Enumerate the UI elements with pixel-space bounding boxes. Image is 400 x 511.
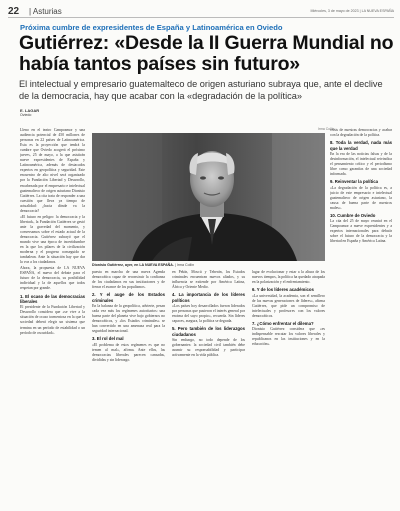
article-deck: El intelectual y empresario guatemalteco de origen asturiano subraya que, ante el declive de la democracia, hay que acabar con la «degradación de la política» — [19, 79, 383, 101]
subheading: 1. El ocaso de las democracias liberales — [20, 293, 85, 304]
caption-credit: | Irma Collín — [174, 263, 195, 267]
paragraph: crisis de nuestras democracias y acabar con la degradación de la política. — [330, 128, 392, 138]
subheading: 5. Pero también de los liderazgos ciudadanos — [172, 326, 245, 337]
photo-credit: Irma Collín — [318, 127, 335, 131]
subheading: 4. La importancia de los líderes políticos — [172, 292, 245, 303]
subheading: 10. Cumbre de Oviedo — [330, 212, 376, 218]
subheading: 7. ¿Cómo enfrentar el dilema? — [252, 320, 314, 326]
page-number: 22 — [8, 6, 20, 17]
paragraph: Sin embargo, no todo depende de los gobernantes: la sociedad civil también debe asumir su responsabilidad y participar activamente en la vida pública. — [172, 338, 245, 358]
subheading: 3. El rol del mal — [92, 336, 124, 342]
subheading: 9. Reinventar la política — [330, 179, 378, 185]
article-column-1 — [20, 128, 85, 506]
paragraph: lugar de evolucionar y estar a la altura de los nuevos tiempos, la política ha quedado atrapada en la polarización y el enfrentamiento. — [252, 270, 325, 285]
subheading: 2. Y el auge de los Estados criminales — [92, 292, 165, 303]
portrait-photo — [92, 133, 325, 261]
paragraph: La cita del 25 de mayo reunirá en el Campoamor a nueve expresidentes y a expertos internacionales para debatir sobre el futuro de la democracia y la libertad en España y América Latina. — [330, 219, 392, 244]
paragraph: «Los países hoy desarrollados fueron liderados por personas que pusieron el interés general por encima del suyo propio», recuerda. Sin líderes capaces, asegura, la política se degrada. — [172, 304, 245, 324]
article-column-5 — [330, 128, 392, 506]
article-photo — [92, 133, 325, 261]
page-header — [8, 6, 394, 18]
paragraph: en Pekín, Moscú y Teherán, los Estados criminales encuentran nuevos aliados, y su influencia se extiende por América Latina, África y Oriente Medio. — [172, 270, 245, 290]
paragraph: «El problema de estos regímenes es que no temen al mal», afirma. Ante ellos, las democracias liberales parecen cansadas, divididas y sin liderazgo. — [92, 342, 165, 362]
photo-caption — [92, 263, 325, 267]
caption-text: Dionisio Gutiérrez, ayer, en LA NUEVA ESPAÑA. — [92, 263, 174, 267]
author-name: E. LAGAR — [20, 108, 40, 113]
dateline: Miércoles, 3 de mayo de 2023 | LA NUEVA ESPAÑA — [310, 9, 394, 13]
article-headline: Gutiérrez: «Desde la II Guerra Mundial no había tantos países sin futuro» — [19, 32, 394, 75]
paragraph: En la balanza de la geopolítica, advierte, pesan cada vez más los regímenes autoritarios: una buena parte del planeta vive bajo gobiernos no democráticos, y «los Estados criminales» se han convertido en una amenaza real para la seguridad internacional. — [92, 304, 165, 334]
paragraph: Ahora, la propuesta de LA NUEVA ESPAÑA, el nuevo del debate para el futuro de la democracia, su posibilidad individual y la de aquellos que todos respetan por grande. — [20, 266, 85, 291]
article-column-3 — [172, 270, 245, 506]
section-name: | Asturias — [29, 7, 62, 16]
paragraph: «La degradación de la política es, a juicio de este empresario e intelectual guatemalteco de origen asturiano, la causa de buena parte de nuestros males». — [330, 185, 392, 210]
subheading: 6. Y de los líderes académicos — [252, 287, 314, 293]
author-byline — [20, 108, 39, 117]
paragraph: En la era de las noticias falsas y de la desinformación, el intelectual reivindica el pensamiento crítico y el periodismo libre como garantías de una sociedad informada. — [330, 151, 392, 177]
paragraph: puesta en marcha de una nueva Agenda democrática capaz de reconstruir la confianza de los ciudadanos en sus instituciones y de frenar el avance de los populismos. — [92, 270, 165, 290]
article-column-2 — [92, 270, 165, 506]
paragraph: El presidente de la Fundación Libertad y Desarrollo considera que «se vive a la situación de ocaso tormentosa en la que la sociedad deberá elegir un sistema que termina en un período de estabilidad o un período de oscuridad». — [20, 305, 85, 335]
article-kicker: Próxima cumbre de expresidentes de España y Latinoamérica en Oviedo — [20, 23, 283, 32]
paragraph: «La universidad, la academia, son el semillero de las nuevas generaciones de líderes», afirma Gutiérrez, que pide un compromiso de intelectuales y profesores con los valores democráticos. — [252, 293, 325, 318]
paragraph: «El futuro en peligro: la democracia y la libertad», la Fundación Gutiérrez se gestó ante la gravedad del momento, y conversamos sobre el estado actual de la democracia. Gutiérrez subrayó que el mundo vive una época de incertidumbre en la que los pilares de la civilización moderna y el progreso conseguido se tambalean. Ante la situación hay que dar la voz a los ciudadanos. — [20, 214, 85, 265]
paragraph: Dionisio Gutiérrez considera que «es indispensable rescatar los valores liberales y republicanos en las instituciones y en la educación». — [252, 327, 325, 347]
article-column-4 — [252, 270, 325, 506]
paragraph: Lleno en el teatro Campoamor y una audiencia potencial de 450 millones de personas en 22 países de Latinoamérica. Esta es la proyección que tendrá la cumbre que Oviedo acogerá el próximo jueves, 25 de mayo, a la que asistirán nueve expresidentes de España y Latinoamérica, además de destacados expertos en geopolítica y seguridad. Este encuentro de alto nivel será organizado por la Fundación Libertad y Desarrollo, encabezada por el empresario e intelectual guatemalteco de origen asturiano Dionisio Gutiérrez. La cita trata de responder a una cuestión que lleva ya tiempo de actualidad: ¿hacia dónde va la democracia? — [20, 128, 85, 213]
subheading: 8. Toda la verdad, nada más que la verdad — [330, 140, 392, 151]
author-city: Oviedo — [20, 113, 32, 117]
